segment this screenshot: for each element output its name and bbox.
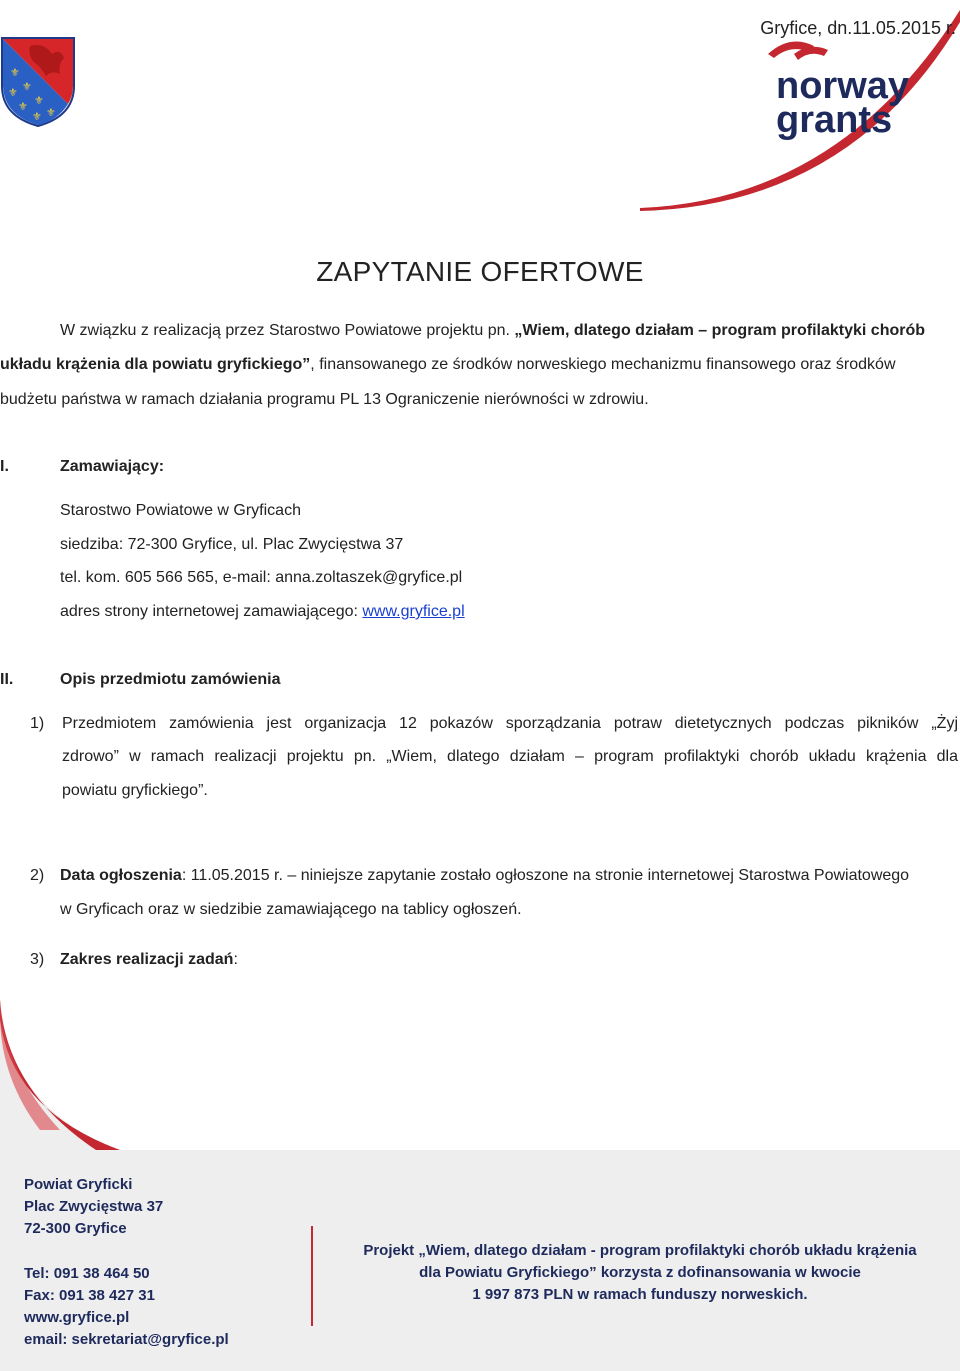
section2-number: II. [0,671,14,688]
footer-tel: Tel: 091 38 464 50 [24,1265,150,1282]
footer-divider [311,1226,313,1326]
norway-grants-logo [630,10,960,215]
page-title: ZAPYTANIE OFERTOWE [316,256,644,287]
intro-line-3: budżetu państwa w ramach działania programu PL 13 Ograniczenie nierówności w zdrowiu. [0,391,649,408]
svg-text:⚜: ⚜ [34,94,44,107]
svg-text:⚜: ⚜ [32,110,42,123]
item3-number: 3) [30,951,45,968]
item2-number: 2) [30,867,45,884]
svg-text:⚜: ⚜ [10,66,20,79]
item1-line-3: powiatu gryfickiego”. [62,782,208,799]
footer-project-line-3: 1 997 873 PLN w ramach funduszy norweskich. [472,1286,808,1303]
footer-fax: Fax: 091 38 427 31 [24,1287,155,1304]
svg-text:⚜: ⚜ [22,80,32,93]
logo-word-norway: norway [776,65,910,107]
item1-number: 1) [30,715,45,732]
item2-line-1: Data ogłoszenia: 11.05.2015 r. – niniejsze zapytanie zostało ogłoszone na stronie internetowej Starostwa Powiatowego [60,867,910,884]
section1-number: I. [0,458,9,475]
contracting-authority-contact: tel. kom. 605 566 565, e-mail: anna.zoltaszek@gryfice.pl [60,569,463,586]
contracting-authority-web: adres strony internetowej zamawiającego: www.gryfice.pl [60,603,465,620]
section2-heading: Opis przedmiotu zamówienia [60,671,281,688]
svg-text:⚜: ⚜ [8,86,18,99]
logo-word-grants: grants [776,99,893,141]
gryfice-county-crest-icon [0,36,76,128]
footer-org: Powiat Gryficki [24,1176,133,1193]
item3-line: Zakres realizacji zadań: [60,951,238,968]
contracting-authority-name: Starostwo Powiatowe w Gryficach [60,502,301,519]
footer-web: www.gryfice.pl [24,1309,130,1326]
intro-line-2: układu krążenia dla powiatu gryfickiego”, finansowanego ze środków norweskiego mechanizmu finansowego oraz środków [0,356,896,373]
section1-heading: Zamawiający: [60,458,165,475]
contracting-authority-address: siedziba: 72-300 Gryfice, ul. Plac Zwycięstwa 37 [60,536,404,553]
svg-text:⚜: ⚜ [18,100,28,113]
date-line: Gryfice, dn.11.05.2015 r. [760,18,956,38]
footer-street: Plac Zwycięstwa 37 [24,1198,164,1215]
footer-project-line-1: Projekt „Wiem, dlatego działam - program profilaktyki chorób układu krążenia [363,1242,917,1259]
intro-line-1: W związku z realizacją przez Starostwo Powiatowe projektu pn. „Wiem, dlatego działam – program profilaktyki chorób [60,322,926,339]
footer-project-line-2: dla Powiatu Gryfickiego” korzysta z dofinansowania w kwocie [419,1264,861,1281]
svg-text:⚜: ⚜ [46,106,56,119]
footer-email: email: sekretariat@gryfice.pl [24,1331,229,1348]
website-link[interactable]: www.gryfice.pl [362,603,465,620]
footer-decoration [0,1000,960,1371]
item1-line-2: zdrowo” w ramach realizacji projektu pn. „Wiem, dlatego działam – program profilaktyki chorób układu krążenia dla [62,748,958,765]
footer-city: 72-300 Gryfice [24,1220,127,1237]
item2-line-2: w Gryficach oraz w siedzibie zamawiającego na tablicy ogłoszeń. [60,901,522,918]
item1-line-1: Przedmiotem zamówienia jest organizacja 12 pokazów sporządzania potraw dietetycznych podczas pikników „Żyj [62,715,958,732]
